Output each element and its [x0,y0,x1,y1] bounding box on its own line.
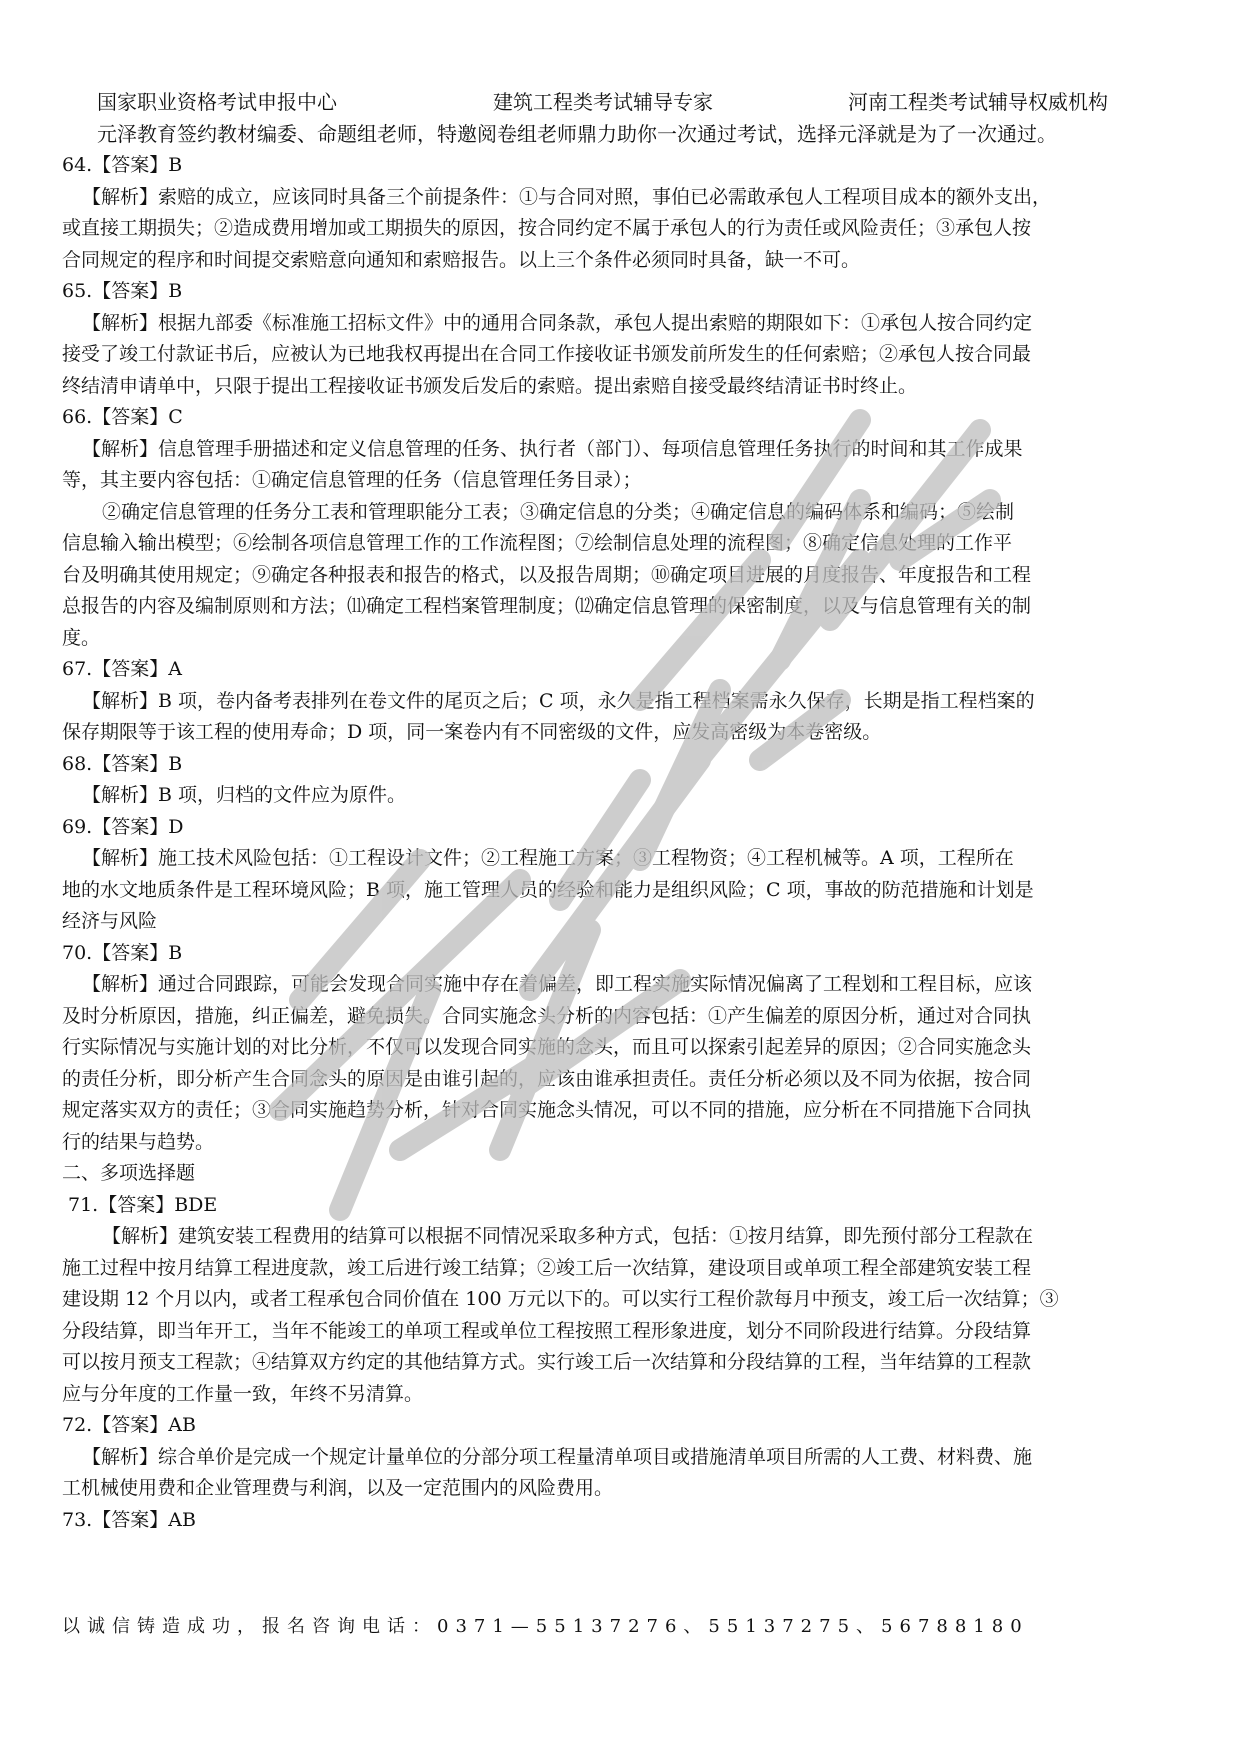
answer-line: 64.【答案】B [62,154,183,176]
answer-line: 70.【答案】B [62,941,183,964]
explanation-line: 【解析】建筑安装工程费用的结算可以根据不同情况采取多种方式，包括：①按月结算，即先预付部分工程款在 [102,1225,1034,1247]
explanation-line: 行实际情况与实施计划的对比分析，不仅可以发现合同实施的念头，而且可以探索引起差异的原因；②合同实施念头 [62,1036,1032,1058]
header-left: 国家职业资格考试申报中心 [97,90,337,114]
answer-body [62,150,1180,1536]
header-right: 河南工程类考试辅导权威机构 [848,90,1108,114]
explanation-line: 地的水文地质条件是工程环境风险；B 项，施工管理人员的经验和能力是组织风险；C 项，事故的防范措施和计划是 [62,878,1034,901]
explanation-line: 等，其主要内容包括：①确定信息管理的任务（信息管理任务目录）； [62,469,642,491]
explanation-line: 的责任分析，即分析产生合同念头的原因是由谁引起的，应该由谁承担责任。责任分析必须以及不同为依据，按合同 [62,1067,1032,1090]
explanation-line: 行的结果与趋势。 [62,1130,215,1153]
explanation-line: 度。 [62,626,101,649]
explanation-line: 【解析】B 项，归档的文件应为原件。 [82,784,407,806]
explanation-line: 台及明确其使用规定；⑨确定各种报表和报告的格式，以及报告周期；⑩确定项目进展的月度报告、年度报告和工程 [62,563,1032,586]
page-header [0,86,1241,120]
page-footer: 以诚信铸造成功，报名咨询电话：0371—55137276、55137275、56788180 [62,1616,1029,1637]
explanation-line: 建设期 12 个月以内，或者工程承包合同价值在 100 万元以下的。可以实行工程价款每月中预支，竣工后一次结算；③ [62,1288,1059,1310]
explanation-line: 施工过程中按月结算工程进度款，竣工后进行竣工结算；②竣工后一次结算，建设项目或单项工程全部建筑安装工程 [62,1256,1032,1279]
header-subtitle: 元泽教育签约教材编委、命题组老师，特邀阅卷组老师鼎力助你一次通过考试，选择元泽就是为了一次通过。 [97,122,1057,146]
explanation-line: 或直接工期损失；②造成费用增加或工期损失的原因，按合同约定不属于承包人的行为责任或风险责任；③承包人按 [62,217,1032,239]
explanation-line: 可以按月预支工程款；④结算双方约定的其他结算方式。实行竣工后一次结算和分段结算的工程，当年结算的工程款 [62,1351,1032,1373]
explanation-line: 总报告的内容及编制原则和方法；⑾确定工程档案管理制度；⑿确定信息管理的保密制度，以及与信息管理有关的制 [62,595,1032,617]
explanation-line: ②确定信息管理的任务分工表和管理职能分工表；③确定信息的分类；④确定信息的编码体系和编码；⑤绘制 [102,500,1015,523]
answer-line: 72.【答案】AB [62,1414,196,1436]
explanation-line: 终结清申请单中，只限于提出工程接收证书颁发后发后的索赔。提出索赔自接受最终结清证书时终止。 [62,374,918,397]
answer-line: 67.【答案】A [62,658,182,680]
answer-line: 65.【答案】B [62,280,183,302]
explanation-line: 经济与风险 [62,910,158,932]
answer-line: 68.【答案】B [62,752,183,775]
explanation-line: 规定落实双方的责任；③合同实施趋势分析，针对合同实施念头情况，可以不同的措施，应分析在不同措施下合同执 [62,1099,1032,1121]
explanation-line: 合同规定的程序和时间提交索赔意向通知和索赔报告。以上三个条件必须同时具备，缺一不可。 [62,248,861,271]
explanation-line: 接受了竣工付款证书后，应被认为已地我权再提出在合同工作接收证书颁发前所发生的任何索赔；②承包人按合同最 [62,343,1032,365]
explanation-line: 【解析】通过合同跟踪，可能会发现合同实施中存在着偏差，即工程实施实际情况偏离了工程划和工程目标，应该 [82,973,1033,995]
explanation-line: 分段结算，即当年开工，当年不能竣工的单项工程或单位工程按照工程形象进度，划分不同阶段进行结算。分段结算 [62,1319,1032,1342]
explanation-line: 工机械使用费和企业管理费与利润，以及一定范围内的风险费用。 [62,1477,614,1499]
answer-line: 69.【答案】D [62,815,184,838]
explanation-line: 【解析】B 项，卷内备考表排列在卷文件的尾页之后；C 项，永久是指工程档案需永久保存，长期是指工程档案的 [82,689,1035,712]
section-heading: 二、多项选择题 [62,1162,196,1184]
explanation-line: 保存期限等于该工程的使用寿命；D 项，同一案卷内有不同密级的文件，应发高密级为本卷密级。 [62,721,882,743]
explanation-line: 信息输入输出模型；⑥绘制各项信息管理工作的工作流程图；⑦绘制信息处理的流程图；⑧确定信息处理的工作平 [62,532,1013,554]
explanation-line: 【解析】综合单价是完成一个规定计量单位的分部分项工程量清单项目或措施清单项目所需的人工费、材料费、施 [82,1445,1033,1468]
explanation-line: 【解析】施工技术风险包括：①工程设计文件；②工程施工方案；③工程物资；④工程机械等。A 项，工程所在 [82,847,1014,869]
answer-line: 71.【答案】BDE [68,1193,218,1216]
answer-line: 66.【答案】C [62,406,183,428]
explanation-line: 【解析】根据九部委《标准施工招标文件》中的通用合同条款，承包人提出索赔的期限如下：①承包人按合同约定 [82,311,1033,334]
explanation-line: 【解析】信息管理手册描述和定义信息管理的任务、执行者（部门）、每项信息管理任务执行的时间和其工作成果 [82,437,1023,460]
explanation-line: 【解析】索赔的成立，应该同时具备三个前提条件：①与合同对照，事伯已必需敢承包人工程项目成本的额外支出， [82,185,1052,208]
explanation-line: 应与分年度的工作量一致，年终不另清算。 [62,1382,424,1405]
answer-line: 73.【答案】AB [62,1508,196,1531]
header-center: 建筑工程类考试辅导专家 [493,90,713,114]
explanation-line: 及时分析原因，措施，纠正偏差，避免损失。合同实施念头分析的内容包括：①产生偏差的原因分析，通过对合同执 [62,1004,1032,1027]
